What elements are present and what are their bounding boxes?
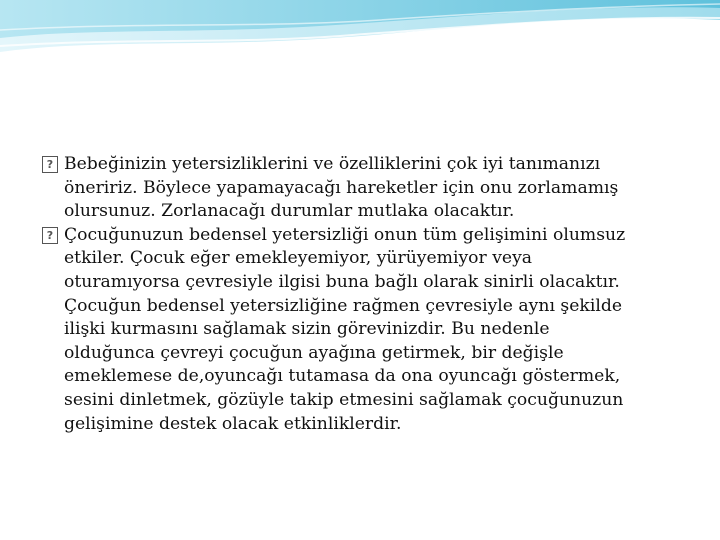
- text-line: emeklemese de,oyuncağı tutamasa da ona oyuncağı göstermek,: [64, 366, 621, 387]
- missing-glyph-bullet-icon: ?: [42, 227, 58, 244]
- text-line: sesini dinletmek, gözüyle takip etmesini sağlamak çocuğunuzun: [64, 389, 624, 410]
- paragraph-1: [42, 153, 692, 224]
- paragraph-2: [42, 224, 692, 436]
- text-line: ilişki kurmasını sağlamak sizin görevinizdir. Bu nedenle: [64, 319, 550, 340]
- text-line: Çocuğun bedensel yetersizliğine rağmen çevresiyle aynı şekilde: [64, 295, 622, 316]
- text-line: öneririz. Böylece yapamayacağı hareketler için onu zorlamamış: [64, 177, 619, 198]
- text-line: olursunuz. Zorlanacağı durumlar mutlaka olacaktır.: [64, 201, 515, 222]
- text-line: etkiler. Çocuk eğer emekleyemiyor, yürüyemiyor veya: [64, 248, 533, 269]
- missing-glyph-bullet-icon: ?: [42, 156, 58, 173]
- decorative-wave-header: [0, 0, 720, 70]
- text-line: oturamıyorsa çevresiyle ilgisi buna bağlı olarak sinirli olacaktır.: [64, 271, 620, 292]
- text-line: Bebeğinizin yetersizliklerini ve özelliklerini çok iyi tanımanızı: [64, 154, 601, 174]
- body-text: [42, 153, 692, 436]
- text-line: olduğunca çevreyi çocuğun ayağına getirmek, bir değişle: [64, 342, 564, 363]
- text-line: gelişimine destek olacak etkinliklerdir.: [64, 413, 402, 434]
- text-line: Çocuğunuzun bedensel yetersizliği onun tüm gelişimini olumsuz: [64, 224, 626, 245]
